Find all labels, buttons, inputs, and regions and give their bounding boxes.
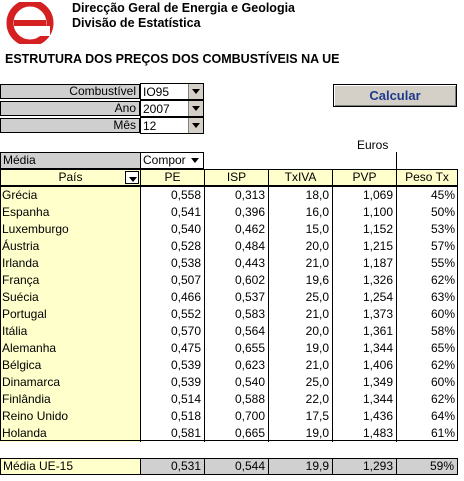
table-cell-txiva: 25,0: [268, 289, 332, 306]
table-cell-pe: 0,528: [140, 238, 204, 255]
table-cell-isp: 0,564: [204, 323, 268, 340]
table-cell-pe: 0,558: [140, 187, 204, 204]
table-row-country: França: [0, 272, 140, 289]
chevron-down-icon[interactable]: [188, 84, 203, 99]
table-cell-pe: 0,475: [140, 340, 204, 357]
pvp-header: PVP: [332, 169, 397, 186]
isp-header: ISP: [204, 169, 269, 186]
table-cell-peso: 61%: [396, 425, 458, 442]
table-cell-txiva: 21,0: [268, 255, 332, 272]
table-cell-peso: 64%: [396, 408, 458, 425]
country-header[interactable]: [0, 169, 141, 186]
table-cell-pe: 0,539: [140, 357, 204, 374]
table-row-country: Luxemburgo: [0, 221, 140, 238]
table-cell-isp: 0,700: [204, 408, 268, 425]
table-cell-pe: 0,514: [140, 391, 204, 408]
table-row-country: Bélgica: [0, 357, 140, 374]
table-cell-pvp: 1,344: [332, 340, 396, 357]
year-value: 2007: [143, 102, 170, 116]
table-cell-txiva: 20,0: [268, 323, 332, 340]
calculate-button[interactable]: Calcular: [333, 84, 457, 107]
peso-tx-header: Peso Tx: [396, 169, 458, 186]
table-cell-txiva: 17,5: [268, 408, 332, 425]
table-row-country: Holanda: [0, 425, 140, 442]
total-pvp: 1,293: [332, 458, 397, 475]
table-row-country: Grécia: [0, 187, 140, 204]
total-country: Média UE-15: [0, 458, 141, 475]
txiva-header: TxIVA: [268, 169, 333, 186]
total-txiva: 19,9: [268, 458, 333, 475]
table-cell-pvp: 1,326: [332, 272, 396, 289]
year-label: Ano: [0, 101, 140, 116]
pe-header: PE: [140, 169, 205, 186]
table-cell-peso: 60%: [396, 374, 458, 391]
table-cell-pe: 0,539: [140, 374, 204, 391]
month-label: Mês: [0, 118, 140, 133]
table-cell-peso: 57%: [396, 238, 458, 255]
table-row-country: Finlândia: [0, 391, 140, 408]
table-cell-peso: 60%: [396, 306, 458, 323]
table-cell-pvp: 1,254: [332, 289, 396, 306]
total-peso-tx: 59%: [396, 458, 458, 475]
page-title: ESTRUTURA DOS PREÇOS DOS COMBUSTÍVEIS NA UE: [5, 52, 340, 66]
table-row-country: Irlanda: [0, 255, 140, 272]
table-cell-isp: 0,396: [204, 204, 268, 221]
table-cell-pvp: 1,406: [332, 357, 396, 374]
composition-select[interactable]: [140, 152, 204, 169]
units-divider: [396, 152, 397, 169]
total-isp: 0,544: [204, 458, 269, 475]
units-label: Euros: [357, 138, 389, 152]
fuel-select[interactable]: [140, 83, 204, 100]
table-cell-txiva: 22,0: [268, 391, 332, 408]
table-row-country: Itália: [0, 323, 140, 340]
chevron-down-icon[interactable]: [188, 118, 203, 133]
table-cell-peso: 53%: [396, 221, 458, 238]
table-cell-pvp: 1,344: [332, 391, 396, 408]
table-cell-peso: 58%: [396, 323, 458, 340]
table-row-country: Suécia: [0, 289, 140, 306]
table-cell-peso: 62%: [396, 391, 458, 408]
table-row-country: Áustria: [0, 238, 140, 255]
table-cell-pe: 0,518: [140, 408, 204, 425]
table-cell-pe: 0,507: [140, 272, 204, 289]
month-value: 12: [143, 119, 157, 133]
table-cell-txiva: 18,0: [268, 187, 332, 204]
fuel-value: IO95: [143, 85, 170, 99]
table-cell-peso: 50%: [396, 204, 458, 221]
total-pe: 0,531: [140, 458, 205, 475]
composition-value: Compor: [143, 153, 186, 167]
filter-dropdown-icon[interactable]: [125, 171, 139, 184]
table-cell-txiva: 21,0: [268, 357, 332, 374]
table-cell-isp: 0,623: [204, 357, 268, 374]
table-cell-txiva: 19,0: [268, 425, 332, 442]
year-select[interactable]: [140, 100, 204, 117]
table-cell-isp: 0,602: [204, 272, 268, 289]
table-cell-peso: 45%: [396, 187, 458, 204]
organization-name: [72, 1, 295, 31]
table-cell-txiva: 21,0: [268, 306, 332, 323]
fuel-label: Combustível: [0, 84, 140, 99]
table-cell-pe: 0,552: [140, 306, 204, 323]
table-cell-peso: 62%: [396, 272, 458, 289]
table-cell-pvp: 1,436: [332, 408, 396, 425]
table-cell-pe: 0,570: [140, 323, 204, 340]
table-cell-txiva: 15,0: [268, 221, 332, 238]
organization-line1: Direcção Geral de Energia e Geologia: [72, 1, 296, 15]
table-cell-isp: 0,537: [204, 289, 268, 306]
table-row-country: Reino Unido: [0, 408, 140, 425]
table-cell-isp: 0,665: [204, 425, 268, 442]
table-cell-pe: 0,540: [140, 221, 204, 238]
table-cell-txiva: 19,0: [268, 340, 332, 357]
table-cell-pvp: 1,100: [332, 204, 396, 221]
average-label: Média: [0, 152, 141, 169]
table-cell-pvp: 1,152: [332, 221, 396, 238]
dgeg-logo: [4, 2, 56, 44]
table-cell-pvp: 1,483: [332, 425, 396, 442]
table-cell-isp: 0,462: [204, 221, 268, 238]
table-cell-pvp: 1,187: [332, 255, 396, 272]
table-cell-isp: 0,655: [204, 340, 268, 357]
table-cell-peso: 65%: [396, 340, 458, 357]
table-row-country: Dinamarca: [0, 374, 140, 391]
table-cell-isp: 0,540: [204, 374, 268, 391]
country-header-label: País: [58, 170, 83, 184]
table-cell-pvp: 1,349: [332, 374, 396, 391]
chevron-down-icon[interactable]: [188, 153, 203, 168]
table-cell-pvp: 1,373: [332, 306, 396, 323]
table-cell-txiva: 25,0: [268, 374, 332, 391]
chevron-down-icon[interactable]: [188, 101, 203, 116]
table-cell-pvp: 1,361: [332, 323, 396, 340]
table-cell-pvp: 1,069: [332, 187, 396, 204]
organization-line2: Divisão de Estatística: [72, 16, 201, 30]
table-cell-txiva: 16,0: [268, 204, 332, 221]
table-cell-pvp: 1,215: [332, 238, 396, 255]
table-cell-peso: 62%: [396, 357, 458, 374]
table-cell-isp: 0,583: [204, 306, 268, 323]
table-row-country: Alemanha: [0, 340, 140, 357]
table-cell-isp: 0,313: [204, 187, 268, 204]
table-cell-pe: 0,466: [140, 289, 204, 306]
table-cell-isp: 0,484: [204, 238, 268, 255]
table-cell-pe: 0,541: [140, 204, 204, 221]
table-cell-pe: 0,538: [140, 255, 204, 272]
table-cell-peso: 55%: [396, 255, 458, 272]
table-cell-pe: 0,581: [140, 425, 204, 442]
table-cell-txiva: 20,0: [268, 238, 332, 255]
table-row-country: Portugal: [0, 306, 140, 323]
month-select[interactable]: [140, 117, 204, 134]
table-cell-isp: 0,588: [204, 391, 268, 408]
table-cell-txiva: 19,6: [268, 272, 332, 289]
table-row-country: Espanha: [0, 204, 140, 221]
table-cell-peso: 63%: [396, 289, 458, 306]
table-cell-isp: 0,443: [204, 255, 268, 272]
